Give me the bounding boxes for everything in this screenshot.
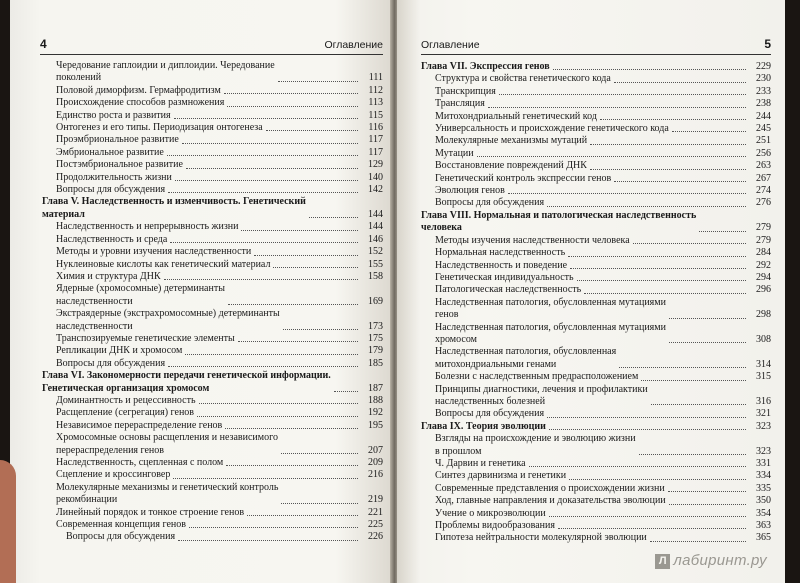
toc-entry-title: Химия и структура ДНК [56, 270, 161, 282]
dot-leader [197, 416, 358, 417]
dot-leader [488, 107, 746, 108]
toc-entry [42, 469, 383, 481]
dot-leader [529, 466, 746, 467]
toc-entry-page: 292 [756, 259, 771, 271]
toc-entry [42, 420, 383, 432]
toc-entry-page: 117 [368, 146, 383, 158]
toc-entry [421, 384, 771, 409]
toc-chapter-entry [421, 210, 771, 235]
toc-entry-title: Синтез дарвинизма и генетики [435, 470, 567, 482]
toc-entry-page: 111 [368, 72, 383, 84]
toc-entry-page: 129 [368, 159, 383, 171]
dot-leader [309, 217, 358, 218]
toc-entry-page: 365 [756, 532, 771, 544]
toc-entry-page: 294 [756, 271, 771, 283]
toc-chapter-entry [42, 196, 383, 221]
toc-entry-title: Вопросы для обсуждения [56, 357, 166, 369]
toc-entry-title: Глава VIII. Нормальная и патологическая наследственность человека [421, 209, 697, 234]
toc-entry [42, 234, 383, 246]
toc-entry-page: 298 [756, 309, 771, 321]
toc-entry [421, 458, 771, 470]
dot-leader [168, 366, 358, 367]
toc-entry-page: 113 [368, 97, 383, 109]
toc-entry-title: Доминантность и рецессивность [56, 394, 196, 406]
toc-entry [421, 173, 771, 185]
toc-entry [421, 185, 771, 197]
toc-entry-page: 175 [368, 332, 383, 344]
toc-entry-page: 188 [368, 394, 383, 406]
toc-entry-title: Взгляды на происхождение и эволюцию жизни в прошлом [435, 433, 636, 457]
left-page [10, 0, 394, 583]
dot-leader [584, 293, 746, 294]
toc-entry [42, 507, 383, 519]
toc-entry-page: 225 [368, 519, 383, 531]
dot-leader [225, 428, 358, 429]
toc-chapter-entry [421, 61, 771, 73]
dot-leader [633, 243, 746, 244]
dot-leader [699, 231, 746, 232]
dot-leader [178, 540, 358, 541]
left-page-header [40, 38, 383, 55]
toc-entry-title: Линейный порядок и тонкое строение генов [56, 506, 245, 518]
toc-entry [421, 73, 771, 85]
toc-entry [42, 345, 383, 357]
dot-leader [569, 479, 746, 480]
toc-entry-title: Глава VI. Закономерности передачи генетической информации. Генетическая организация хромосом [42, 370, 331, 394]
dot-leader [247, 515, 358, 516]
toc-entry-title: Наследственность и поведение [435, 259, 568, 271]
dot-leader [189, 527, 358, 528]
dot-leader [639, 454, 746, 455]
toc-entry [421, 470, 771, 482]
watermark [655, 552, 767, 569]
toc-entry [421, 520, 771, 532]
toc-entry-title: Продолжительность жизни [56, 171, 172, 183]
dot-leader [278, 81, 358, 82]
toc-entry-page: 296 [756, 284, 771, 296]
toc-entry-page: 323 [756, 420, 771, 432]
toc-entry [421, 346, 771, 371]
toc-entry [421, 148, 771, 160]
toc-entry-page: 316 [756, 395, 771, 407]
toc-entry-page: 152 [368, 246, 383, 258]
toc-entry-title: Чередование гаплоидии и диплоидии. Чередование поколений [56, 60, 275, 84]
labirint-logo-icon: Л [655, 554, 670, 569]
toc-entry-page: 192 [368, 407, 383, 419]
toc-entry-title: Проэмбриональное развитие [56, 134, 179, 146]
toc-entry-page: 314 [756, 358, 771, 370]
dot-leader [614, 181, 746, 182]
toc-entry-title: Ход, главные направления и доказательства эволюции [435, 495, 666, 507]
toc-entry-page: 144 [368, 208, 383, 220]
toc-entry-title: Болезни с наследственным предрасположением [435, 371, 639, 383]
toc-entry [42, 60, 383, 85]
toc-entry [42, 147, 383, 159]
dot-leader [226, 465, 358, 466]
toc-entry [42, 246, 383, 258]
toc-entry [42, 333, 383, 345]
toc-entry-title: Структура и свойства генетического кода [435, 73, 611, 85]
toc-entry-page: 350 [756, 495, 771, 507]
toc-entry-title: Современная концепция генов [56, 519, 186, 531]
toc-entry-page: 233 [756, 85, 771, 97]
toc-entry [42, 395, 383, 407]
left-toc-list [42, 60, 383, 544]
dot-leader [568, 256, 746, 257]
dot-leader [672, 131, 746, 132]
toc-entry [421, 235, 771, 247]
toc-entry-page: 179 [368, 345, 383, 357]
toc-entry-title: Транспозируемые генетические элементы [56, 332, 235, 344]
dot-leader [614, 82, 746, 83]
toc-entry-page: 321 [756, 408, 771, 420]
dot-leader [499, 94, 746, 95]
toc-entry-title: Митохондриальный генетический код [435, 110, 597, 122]
toc-entry [42, 159, 383, 171]
toc-entry-page: 116 [368, 122, 383, 134]
left-running-title: Оглавление [324, 39, 383, 51]
toc-entry-page: 158 [368, 270, 383, 282]
toc-entry [421, 408, 771, 420]
dot-leader [241, 230, 358, 231]
toc-entry-page: 354 [756, 507, 771, 519]
toc-entry [421, 284, 771, 296]
dot-leader [650, 541, 746, 542]
toc-entry-page: 117 [368, 134, 383, 146]
toc-entry-title: Наследственная патология, обусловленная митохондриальными генами [435, 346, 617, 370]
toc-entry-page: 334 [756, 470, 771, 482]
toc-entry-title: Глава VII. Экспрессия генов [421, 61, 550, 72]
toc-entry-page: 284 [756, 247, 771, 259]
toc-entry-page: 221 [368, 506, 383, 518]
toc-entry-title: Наследственность и среда [56, 233, 168, 245]
toc-entry-page: 229 [756, 61, 771, 72]
toc-entry [42, 482, 383, 507]
toc-entry [421, 123, 771, 135]
toc-entry-title: Хромосомные основы расщепления и независимого перераспределения генов [56, 432, 278, 456]
toc-entry [421, 260, 771, 272]
toc-entry [42, 271, 383, 283]
watermark-text: лабиринт.ру [673, 552, 767, 569]
toc-entry-title: Глава IX. Теория эволюции [421, 420, 546, 432]
toc-entry [421, 111, 771, 123]
toc-entry-page: 315 [756, 371, 771, 383]
toc-entry-page: 323 [756, 445, 771, 457]
dot-leader [508, 193, 746, 194]
toc-entry-page: 274 [756, 185, 771, 197]
toc-entry-title: Мутации [435, 147, 474, 159]
toc-entry [421, 483, 771, 495]
toc-entry-title: Проблемы видообразования [435, 520, 555, 532]
toc-entry-page: 216 [368, 469, 383, 481]
toc-entry [42, 259, 383, 271]
dot-leader [547, 206, 746, 207]
toc-entry-title: Нормальная наследственность [435, 247, 566, 259]
toc-entry-page: 245 [756, 123, 771, 135]
toc-entry-title: Половой диморфизм. Гермафродитизм [56, 84, 221, 96]
toc-entry-page: 144 [368, 221, 383, 233]
toc-entry-title: Ядерные (хромосомные) детерминанты наследственности [56, 283, 225, 307]
toc-entry-title: Эволюция генов [435, 185, 505, 197]
toc-entry-title: Вопросы для обсуждения [66, 531, 176, 543]
toc-entry-title: Вопросы для обсуждения [435, 408, 545, 420]
toc-entry [421, 86, 771, 98]
toc-entry-title: Трансляция [435, 98, 485, 110]
toc-entry [42, 283, 383, 308]
dot-leader [669, 342, 746, 343]
dot-leader [669, 318, 746, 319]
toc-entry [42, 457, 383, 469]
dot-leader [186, 168, 358, 169]
toc-entry-title: Экстраядерные (экстрахромосомные) детерминанты наследственности [56, 308, 280, 332]
dot-leader [266, 130, 358, 131]
dot-leader [668, 491, 746, 492]
dot-leader [590, 144, 746, 145]
toc-entry-page: 251 [756, 135, 771, 147]
dot-leader [641, 380, 746, 381]
dot-leader [224, 93, 358, 94]
toc-entry-page: 308 [756, 333, 771, 345]
toc-entry-title: Современные представления о происхождении жизни [435, 482, 665, 494]
toc-entry-page: 146 [368, 233, 383, 245]
dot-leader [182, 143, 358, 144]
dot-leader [553, 69, 746, 70]
toc-entry [42, 432, 383, 457]
toc-entry-title: Происхождение способов размножения [56, 97, 225, 109]
dot-leader [283, 329, 358, 330]
toc-entry-title: Независимое перераспределение генов [56, 419, 223, 431]
dot-leader [334, 391, 358, 392]
toc-entry-title: Глава V. Наследственность и изменчивость. Генетический материал [42, 196, 306, 220]
dot-leader [227, 106, 358, 107]
toc-entry-title: Транскрипция [435, 85, 496, 97]
toc-entry [42, 519, 383, 531]
toc-entry [421, 371, 771, 383]
toc-entry-page: 187 [368, 382, 383, 394]
toc-entry-title: Сцепление и кроссинговер [56, 469, 171, 481]
dot-leader [164, 279, 358, 280]
toc-entry-page: 226 [368, 531, 383, 543]
toc-entry [42, 122, 383, 134]
toc-entry-title: Учение о микроэволюции [435, 507, 546, 519]
right-page [397, 0, 785, 583]
toc-entry-title: Эмбриональное развитие [56, 146, 164, 158]
toc-entry-title: Нуклеиновые кислоты как генетический материал [56, 258, 271, 270]
toc-entry-page: 219 [368, 494, 383, 506]
toc-entry [42, 308, 383, 333]
toc-entry-title: Молекулярные механизмы мутаций [435, 135, 588, 147]
toc-entry [421, 322, 771, 347]
toc-entry-page: 155 [368, 258, 383, 270]
toc-entry-title: Восстановление повреждений ДНК [435, 160, 587, 172]
toc-entry-page: 209 [368, 457, 383, 468]
toc-entry-title: Гипотеза нейтральности молекулярной эволюции [435, 532, 647, 544]
dot-leader [619, 367, 746, 368]
toc-entry-title: Молекулярные механизмы и генетический контроль рекомбинации [56, 481, 279, 506]
toc-entry [421, 495, 771, 507]
toc-entry-page: 195 [368, 419, 383, 431]
toc-entry [42, 221, 383, 233]
toc-entry-title: Генетический контроль экспрессии генов [435, 172, 612, 184]
right-running-title: Оглавление [421, 39, 480, 51]
toc-entry [421, 433, 771, 458]
toc-entry [42, 172, 383, 184]
toc-entry [421, 98, 771, 110]
dot-leader [168, 192, 358, 193]
toc-entry-title: Ч. Дарвин и генетика [435, 458, 526, 469]
toc-entry-title: Наследственность, сцепленная с полом [56, 457, 224, 468]
toc-entry [42, 358, 383, 370]
dot-leader [175, 180, 358, 181]
dot-leader [273, 267, 358, 268]
toc-entry [421, 135, 771, 147]
dot-leader [600, 119, 746, 120]
dot-leader [170, 242, 358, 243]
toc-entry-page: 185 [368, 357, 383, 369]
toc-entry-page: 230 [756, 73, 771, 85]
toc-entry [421, 197, 771, 209]
toc-entry-title: Принципы диагностики, лечения и профилактики наследственных болезней [435, 383, 648, 407]
toc-chapter-entry [42, 370, 383, 395]
toc-entry-title: Генетическая индивидуальность [435, 271, 574, 283]
toc-entry [42, 531, 383, 543]
toc-entry [421, 272, 771, 284]
toc-entry [421, 160, 771, 172]
toc-entry-title: Репликации ДНК и хромосом [56, 345, 183, 357]
dot-leader [281, 453, 358, 454]
toc-entry-title: Единство роста и развития [56, 109, 171, 121]
toc-entry-page: 173 [368, 320, 383, 332]
toc-entry [42, 184, 383, 196]
toc-entry [421, 247, 771, 259]
right-page-header [421, 38, 771, 55]
thumb [0, 460, 16, 583]
toc-entry-title: Постэмбриональное развитие [56, 159, 183, 171]
toc-entry-title: Наследственная патология, обусловленная мутациями генов [435, 296, 666, 321]
dot-leader [185, 354, 358, 355]
toc-entry-page: 207 [368, 444, 383, 456]
right-toc-list [421, 61, 771, 545]
dot-leader [547, 417, 746, 418]
toc-entry-title: Вопросы для обсуждения [56, 184, 166, 196]
dot-leader [549, 516, 746, 517]
toc-entry-page: 276 [756, 197, 771, 209]
dot-leader [174, 118, 358, 119]
dot-leader [238, 341, 358, 342]
toc-entry-title: Патологическая наследственность [435, 284, 582, 296]
toc-entry [42, 110, 383, 122]
toc-entry-title: Вопросы для обсуждения [435, 197, 545, 209]
toc-entry [421, 532, 771, 544]
toc-entry [421, 297, 771, 322]
toc-entry-title: Методы и уровни изучения наследственности [56, 246, 252, 258]
toc-entry-page: 267 [756, 172, 771, 184]
toc-entry-title: Онтогенез и его типы. Периодизация онтогенеза [56, 122, 263, 134]
dot-leader [477, 156, 746, 157]
toc-entry [42, 407, 383, 419]
dot-leader [228, 304, 358, 305]
toc-entry [42, 134, 383, 146]
toc-entry-title: Методы изучения наследственности человека [435, 234, 630, 246]
toc-entry-page: 279 [756, 222, 771, 234]
dot-leader [281, 503, 358, 504]
dot-leader [254, 255, 358, 256]
toc-entry [42, 97, 383, 109]
dot-leader [549, 429, 746, 430]
toc-entry-title: Наследственная патология, обусловленная мутациями хромосом [435, 321, 666, 345]
dot-leader [570, 268, 746, 269]
dot-leader [669, 504, 746, 505]
toc-entry [42, 85, 383, 97]
dot-leader [590, 169, 746, 170]
dot-leader [651, 404, 746, 405]
toc-entry-page: 238 [756, 98, 771, 110]
toc-entry-title: Универсальность и происхождение генетического кода [435, 123, 669, 135]
toc-entry-page: 140 [368, 171, 383, 183]
toc-entry-page: 363 [756, 520, 771, 532]
dot-leader [173, 478, 358, 479]
dot-leader [199, 403, 358, 404]
toc-entry [421, 508, 771, 520]
dot-leader [167, 155, 358, 156]
toc-entry-page: 169 [368, 295, 383, 307]
toc-entry-page: 335 [756, 482, 771, 494]
dot-leader [558, 528, 746, 529]
toc-entry-title: Наследственность и непрерывность жизни [56, 221, 239, 233]
toc-entry-page: 115 [368, 109, 383, 121]
toc-entry-title: Расщепление (сегрегация) генов [56, 407, 195, 419]
toc-chapter-entry [421, 421, 771, 433]
toc-entry-page: 263 [756, 160, 771, 172]
toc-entry-page: 112 [368, 84, 383, 96]
left-page-number: 4 [40, 37, 47, 51]
toc-entry-page: 279 [756, 234, 771, 246]
toc-entry-page: 256 [756, 147, 771, 159]
right-page-number: 5 [764, 37, 771, 51]
dot-leader [577, 280, 746, 281]
toc-entry-page: 331 [756, 458, 771, 469]
toc-entry-page: 244 [756, 110, 771, 122]
toc-entry-page: 142 [368, 184, 383, 196]
